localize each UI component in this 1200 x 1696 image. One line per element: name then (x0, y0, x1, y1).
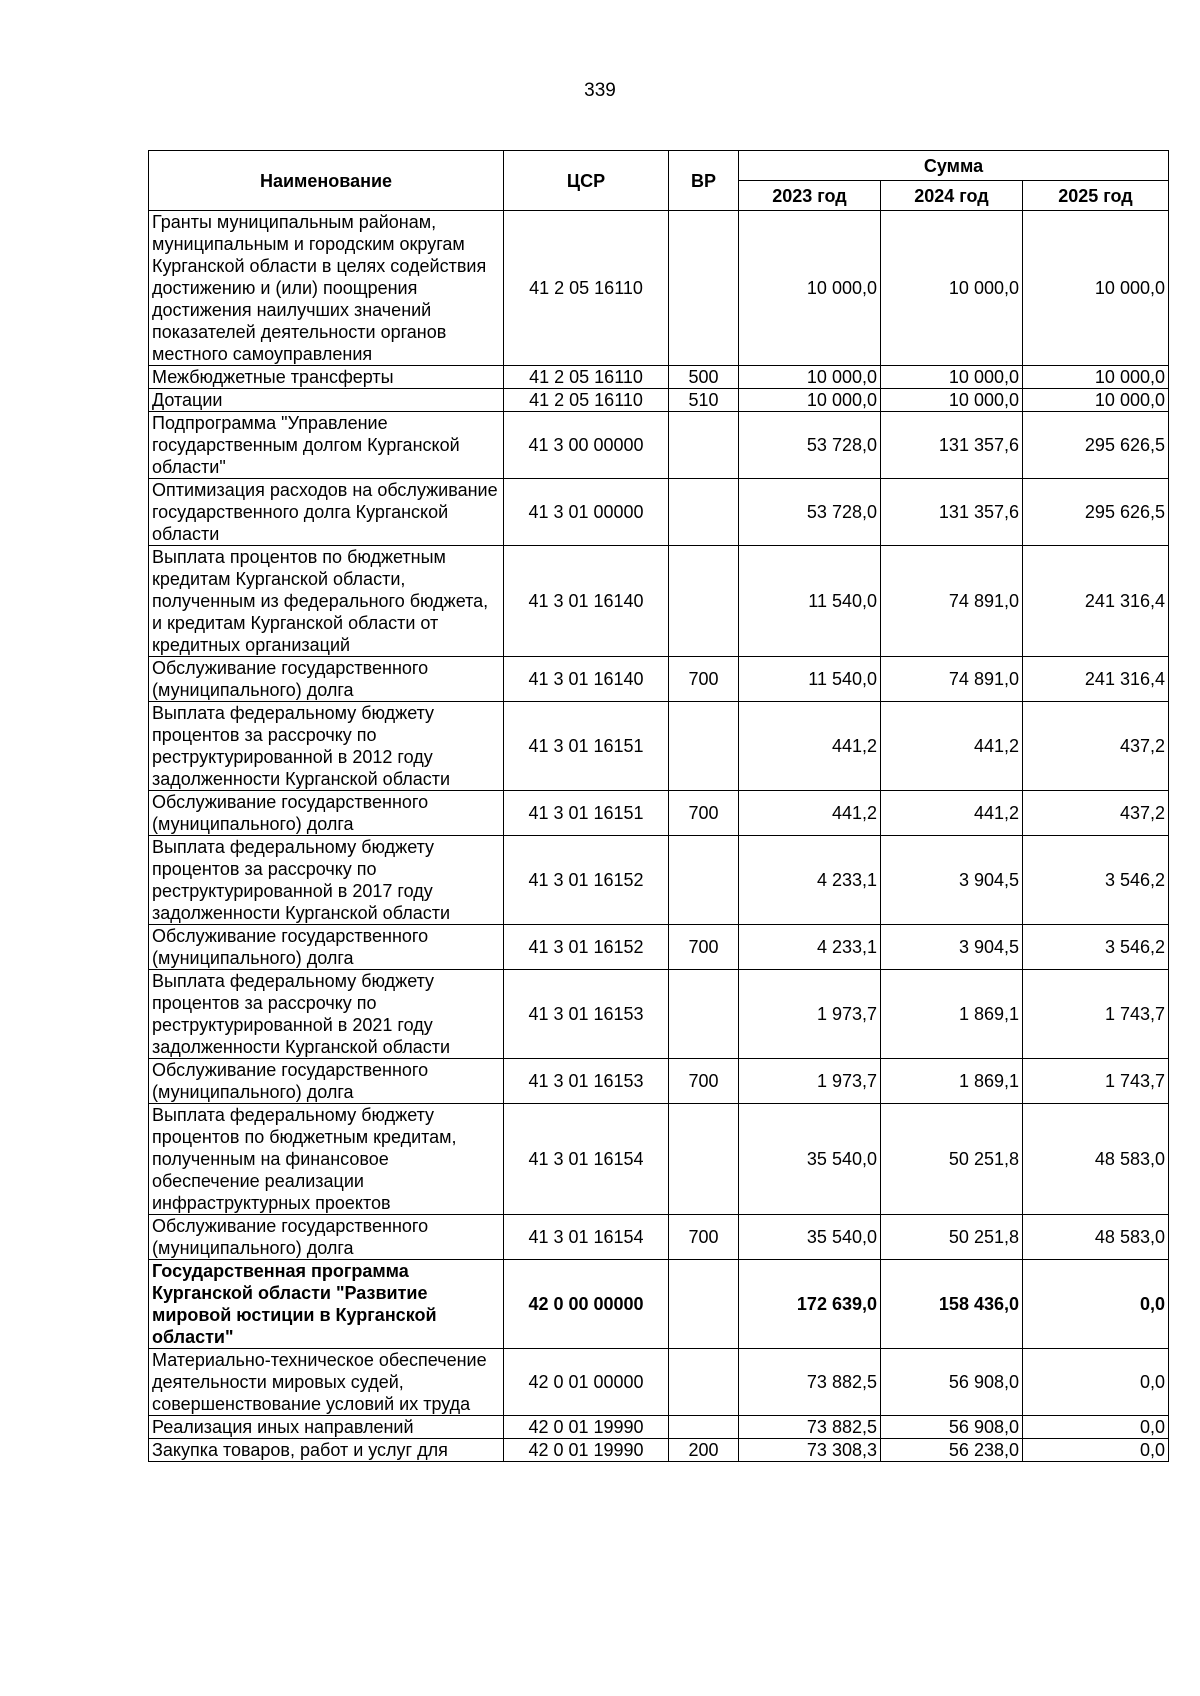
row-2023-cell: 1 973,7 (739, 970, 881, 1059)
row-2024-cell: 10 000,0 (881, 366, 1023, 389)
row-csr-cell: 41 3 00 00000 (504, 412, 669, 479)
row-csr-cell: 41 3 01 16152 (504, 836, 669, 925)
table-row (149, 1260, 1169, 1349)
row-vr-cell: 510 (669, 389, 739, 412)
row-2025-cell: 1 743,7 (1023, 1059, 1169, 1104)
row-2025-cell: 10 000,0 (1023, 389, 1169, 412)
row-csr-cell: 41 3 01 16154 (504, 1215, 669, 1260)
row-2025-cell: 3 546,2 (1023, 925, 1169, 970)
table-row (149, 702, 1169, 791)
row-2025-cell: 48 583,0 (1023, 1215, 1169, 1260)
row-2024-cell: 56 908,0 (881, 1416, 1023, 1439)
header-2024: 2024 год (881, 181, 1023, 211)
row-2023-cell: 73 882,5 (739, 1349, 881, 1416)
row-vr-cell (669, 479, 739, 546)
table-row (149, 546, 1169, 657)
row-2024-cell: 3 904,5 (881, 925, 1023, 970)
header-2025: 2025 год (1023, 181, 1169, 211)
row-2024-cell: 50 251,8 (881, 1215, 1023, 1260)
row-name-cell: Гранты муниципальным районам, муниципальным и городским округам Курганской области в целях содействия достижению и (или) поощрения достижения наилучших значений показателей деятельности органов местного самоуправления (149, 211, 504, 366)
row-vr-cell: 500 (669, 366, 739, 389)
table-row (149, 925, 1169, 970)
row-2025-cell: 0,0 (1023, 1416, 1169, 1439)
row-csr-cell: 41 3 01 16152 (504, 925, 669, 970)
row-2024-cell: 1 869,1 (881, 970, 1023, 1059)
row-vr-cell (669, 970, 739, 1059)
row-vr-cell: 700 (669, 1215, 739, 1260)
row-2023-cell: 10 000,0 (739, 389, 881, 412)
row-name-cell: Обслуживание государственного (муниципального) долга (149, 1215, 504, 1260)
table-row (149, 970, 1169, 1059)
row-2023-cell: 53 728,0 (739, 479, 881, 546)
row-2025-cell: 241 316,4 (1023, 546, 1169, 657)
row-name-cell: Выплата федеральному бюджету процентов за рассрочку по реструктурированной в 2012 году задолженности Курганской области (149, 702, 504, 791)
row-2023-cell: 53 728,0 (739, 412, 881, 479)
row-vr-cell (669, 836, 739, 925)
row-vr-cell: 700 (669, 1059, 739, 1104)
row-2024-cell: 131 357,6 (881, 412, 1023, 479)
table-row (149, 1416, 1169, 1439)
row-2025-cell: 0,0 (1023, 1349, 1169, 1416)
row-2025-cell: 3 546,2 (1023, 836, 1169, 925)
row-2023-cell: 441,2 (739, 791, 881, 836)
header-vr: ВР (669, 151, 739, 211)
table-row (149, 1439, 1169, 1462)
row-vr-cell (669, 1260, 739, 1349)
table-row (149, 791, 1169, 836)
row-csr-cell: 42 0 01 19990 (504, 1439, 669, 1462)
row-name-cell: Выплата федеральному бюджету процентов по бюджетным кредитам, полученным на финансовое обеспечение реализации инфраструктурных проектов (149, 1104, 504, 1215)
row-2023-cell: 11 540,0 (739, 657, 881, 702)
row-csr-cell: 41 3 01 16154 (504, 1104, 669, 1215)
row-csr-cell: 41 3 01 16140 (504, 657, 669, 702)
row-csr-cell: 42 0 01 00000 (504, 1349, 669, 1416)
row-name-cell: Выплата процентов по бюджетным кредитам Курганской области, полученным из федерального бюджета, и кредитам Курганской области от кредитных организаций (149, 546, 504, 657)
row-2024-cell: 56 238,0 (881, 1439, 1023, 1462)
row-name-cell: Дотации (149, 389, 504, 412)
row-2025-cell: 48 583,0 (1023, 1104, 1169, 1215)
row-name-cell: Закупка товаров, работ и услуг для (149, 1439, 504, 1462)
row-2024-cell: 74 891,0 (881, 657, 1023, 702)
row-2025-cell: 0,0 (1023, 1260, 1169, 1349)
row-2025-cell: 437,2 (1023, 791, 1169, 836)
row-2023-cell: 1 973,7 (739, 1059, 881, 1104)
row-vr-cell: 700 (669, 791, 739, 836)
row-2025-cell: 295 626,5 (1023, 412, 1169, 479)
row-2023-cell: 4 233,1 (739, 836, 881, 925)
row-name-cell: Обслуживание государственного (муниципального) долга (149, 1059, 504, 1104)
row-2023-cell: 11 540,0 (739, 546, 881, 657)
row-vr-cell (669, 546, 739, 657)
table-row (149, 1059, 1169, 1104)
row-vr-cell (669, 412, 739, 479)
row-2023-cell: 4 233,1 (739, 925, 881, 970)
row-csr-cell: 41 2 05 16110 (504, 211, 669, 366)
row-csr-cell: 41 3 01 16153 (504, 1059, 669, 1104)
header-sum: Сумма (739, 151, 1169, 181)
header-csr: ЦСР (504, 151, 669, 211)
row-2023-cell: 10 000,0 (739, 366, 881, 389)
row-name-cell: Обслуживание государственного (муниципального) долга (149, 791, 504, 836)
row-name-cell: Государственная программа Курганской области "Развитие мировой юстиции в Курганской области" (149, 1260, 504, 1349)
row-name-cell: Оптимизация расходов на обслуживание государственного долга Курганской области (149, 479, 504, 546)
row-2024-cell: 158 436,0 (881, 1260, 1023, 1349)
row-csr-cell: 41 3 01 16140 (504, 546, 669, 657)
row-2024-cell: 50 251,8 (881, 1104, 1023, 1215)
table-row (149, 211, 1169, 366)
row-2024-cell: 1 869,1 (881, 1059, 1023, 1104)
row-2025-cell: 437,2 (1023, 702, 1169, 791)
row-vr-cell (669, 1349, 739, 1416)
row-2024-cell: 74 891,0 (881, 546, 1023, 657)
row-name-cell: Подпрограмма "Управление государственным долгом Курганской области" (149, 412, 504, 479)
row-csr-cell: 41 3 01 16151 (504, 791, 669, 836)
row-vr-cell (669, 702, 739, 791)
row-csr-cell: 41 3 01 00000 (504, 479, 669, 546)
row-csr-cell: 41 3 01 16151 (504, 702, 669, 791)
row-2023-cell: 10 000,0 (739, 211, 881, 366)
table-row (149, 836, 1169, 925)
row-name-cell: Выплата федеральному бюджету процентов за рассрочку по реструктурированной в 2021 году задолженности Курганской области (149, 970, 504, 1059)
table-row (149, 366, 1169, 389)
row-2024-cell: 3 904,5 (881, 836, 1023, 925)
row-name-cell: Реализация иных направлений (149, 1416, 504, 1439)
row-2023-cell: 35 540,0 (739, 1215, 881, 1260)
table-row (149, 412, 1169, 479)
row-2024-cell: 56 908,0 (881, 1349, 1023, 1416)
row-vr-cell (669, 211, 739, 366)
row-2023-cell: 172 639,0 (739, 1260, 881, 1349)
row-vr-cell: 200 (669, 1439, 739, 1462)
row-name-cell: Материально-техническое обеспечение деятельности мировых судей, совершенствование условий их труда (149, 1349, 504, 1416)
row-2024-cell: 10 000,0 (881, 211, 1023, 366)
row-csr-cell: 42 0 01 19990 (504, 1416, 669, 1439)
budget-table (148, 150, 1169, 1462)
row-name-cell: Выплата федеральному бюджету процентов за рассрочку по реструктурированной в 2017 году задолженности Курганской области (149, 836, 504, 925)
table-row (149, 389, 1169, 412)
row-csr-cell: 41 2 05 16110 (504, 366, 669, 389)
row-name-cell: Межбюджетные трансферты (149, 366, 504, 389)
table-row (149, 1215, 1169, 1260)
table-row (149, 657, 1169, 702)
row-2023-cell: 73 308,3 (739, 1439, 881, 1462)
row-2023-cell: 441,2 (739, 702, 881, 791)
row-2024-cell: 441,2 (881, 791, 1023, 836)
row-vr-cell (669, 1416, 739, 1439)
row-2025-cell: 295 626,5 (1023, 479, 1169, 546)
row-csr-cell: 41 3 01 16153 (504, 970, 669, 1059)
table-row (149, 1349, 1169, 1416)
row-csr-cell: 41 2 05 16110 (504, 389, 669, 412)
page-number: 339 (584, 80, 616, 101)
table-body (149, 211, 1169, 1462)
row-2025-cell: 1 743,7 (1023, 970, 1169, 1059)
row-2025-cell: 0,0 (1023, 1439, 1169, 1462)
row-2025-cell: 10 000,0 (1023, 211, 1169, 366)
header-name: Наименование (149, 151, 504, 211)
table-header (149, 151, 1169, 211)
header-2023: 2023 год (739, 181, 881, 211)
row-2023-cell: 35 540,0 (739, 1104, 881, 1215)
row-2025-cell: 241 316,4 (1023, 657, 1169, 702)
row-csr-cell: 42 0 00 00000 (504, 1260, 669, 1349)
row-name-cell: Обслуживание государственного (муниципального) долга (149, 657, 504, 702)
row-2024-cell: 441,2 (881, 702, 1023, 791)
row-2025-cell: 10 000,0 (1023, 366, 1169, 389)
row-2023-cell: 73 882,5 (739, 1416, 881, 1439)
row-vr-cell: 700 (669, 925, 739, 970)
row-vr-cell: 700 (669, 657, 739, 702)
row-name-cell: Обслуживание государственного (муниципального) долга (149, 925, 504, 970)
row-2024-cell: 131 357,6 (881, 479, 1023, 546)
table-row (149, 1104, 1169, 1215)
row-2024-cell: 10 000,0 (881, 389, 1023, 412)
table-row (149, 479, 1169, 546)
row-vr-cell (669, 1104, 739, 1215)
